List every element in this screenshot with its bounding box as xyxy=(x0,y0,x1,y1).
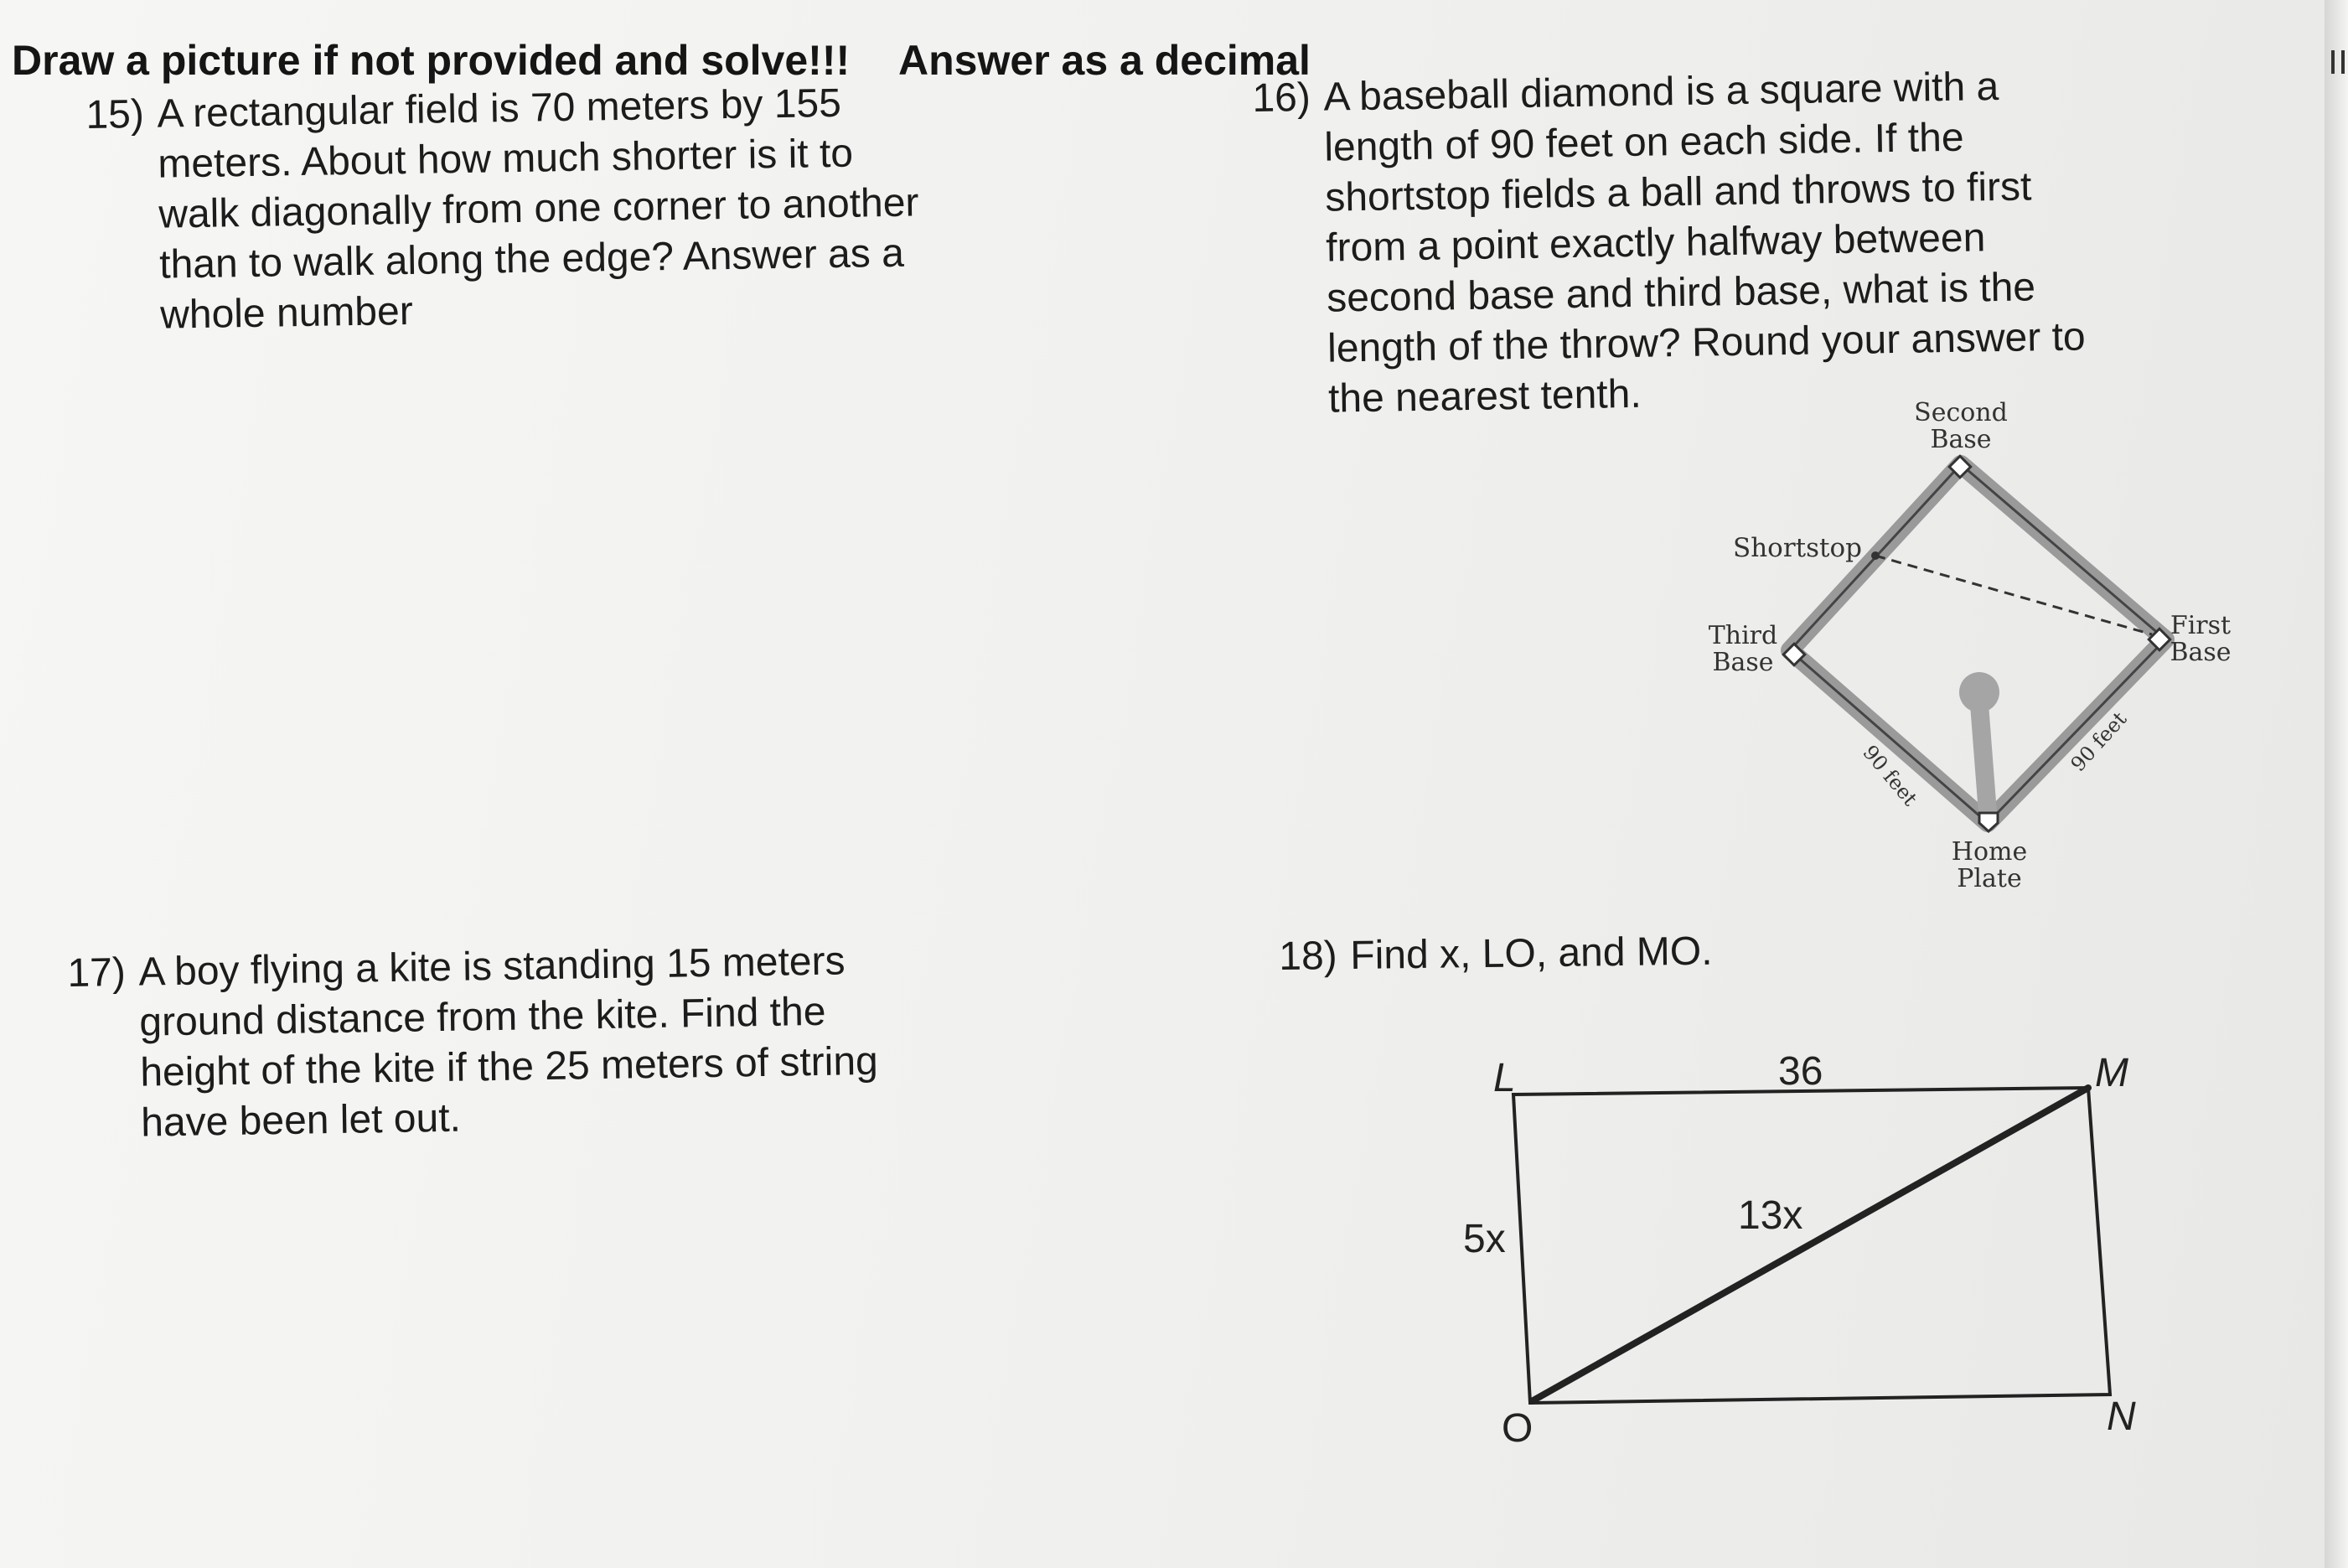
problem-line: than to walk along the edge? Answer as a xyxy=(158,230,905,287)
shortstop-label: Shortstop xyxy=(1732,533,1862,563)
vertex-n-label: N xyxy=(2107,1395,2136,1439)
left-side-length-label: 90 feet xyxy=(1858,740,1922,811)
problem-line: length of the throw? Round your answer to xyxy=(1327,314,2087,371)
problem-line: length of 90 feet on each side. If the xyxy=(1323,115,1964,170)
diagonal-mo xyxy=(1532,1088,2088,1401)
problem-line: the nearest tenth. xyxy=(1327,371,1642,422)
problem-line: height of the kite if the 25 meters of string xyxy=(139,1038,879,1095)
problem-line: have been let out. xyxy=(140,1095,462,1146)
shortstop-marker xyxy=(1871,551,1880,560)
baseball-diamond xyxy=(1709,398,2232,893)
problem-line: second base and third base, what is the xyxy=(1326,265,2036,321)
third-base-label-line2: Base xyxy=(1712,648,1774,677)
home-plate-label-line2: Plate xyxy=(1957,864,2022,893)
problem-line: A rectangular field is 70 meters by 155 xyxy=(157,80,842,137)
header-answer-note: Answer as a decimal xyxy=(898,37,1311,84)
vertex-l-label: L xyxy=(1493,1056,1516,1100)
left-side-label: 5x xyxy=(1463,1217,1506,1261)
second-base-label-line2: Base xyxy=(1930,425,1992,454)
header-instruction: Draw a picture if not provided and solve!!! xyxy=(12,37,851,84)
problem-number: 16) xyxy=(1252,75,1311,121)
vertex-m-label: M xyxy=(2095,1051,2128,1095)
problem-line: meters. About how much shorter is it to xyxy=(157,131,854,187)
problem-line: A boy flying a kite is standing 15 meters xyxy=(138,939,846,995)
first-base-label-line2: Base xyxy=(2170,638,2232,667)
diagonal-label: 13x xyxy=(1738,1193,1803,1238)
problem-number: 18) xyxy=(1279,934,1338,979)
home-plate-label-line1: Home xyxy=(1951,837,2028,867)
second-base-label-line1: Second xyxy=(1914,398,2008,427)
problem-line: whole number xyxy=(159,288,414,338)
mound-path xyxy=(1979,704,1988,813)
vertex-o-label: O xyxy=(1502,1406,1533,1451)
problem-number: 15) xyxy=(85,91,145,137)
problem-line: ground distance from the kite. Find the xyxy=(138,989,826,1045)
right-side-length-label: 90 feet xyxy=(2066,707,2132,777)
problem-line: shortstop fields a ball and throws to first xyxy=(1324,164,2032,220)
rectangle-diagram xyxy=(1463,1049,2136,1451)
first-base-label-line1: First xyxy=(2170,611,2232,640)
top-side-label: 36 xyxy=(1778,1049,1823,1094)
third-base-label-line1: Third xyxy=(1708,621,1778,650)
problem-line: Find x, LO, and MO. xyxy=(1350,929,1713,978)
problem-line: A baseball diamond is a square with a xyxy=(1323,65,1999,120)
problem-line: walk diagonally from one corner to another xyxy=(158,180,919,237)
problem-line: from a point exactly halfway between xyxy=(1325,215,1986,271)
problem-number: 17) xyxy=(67,950,127,996)
